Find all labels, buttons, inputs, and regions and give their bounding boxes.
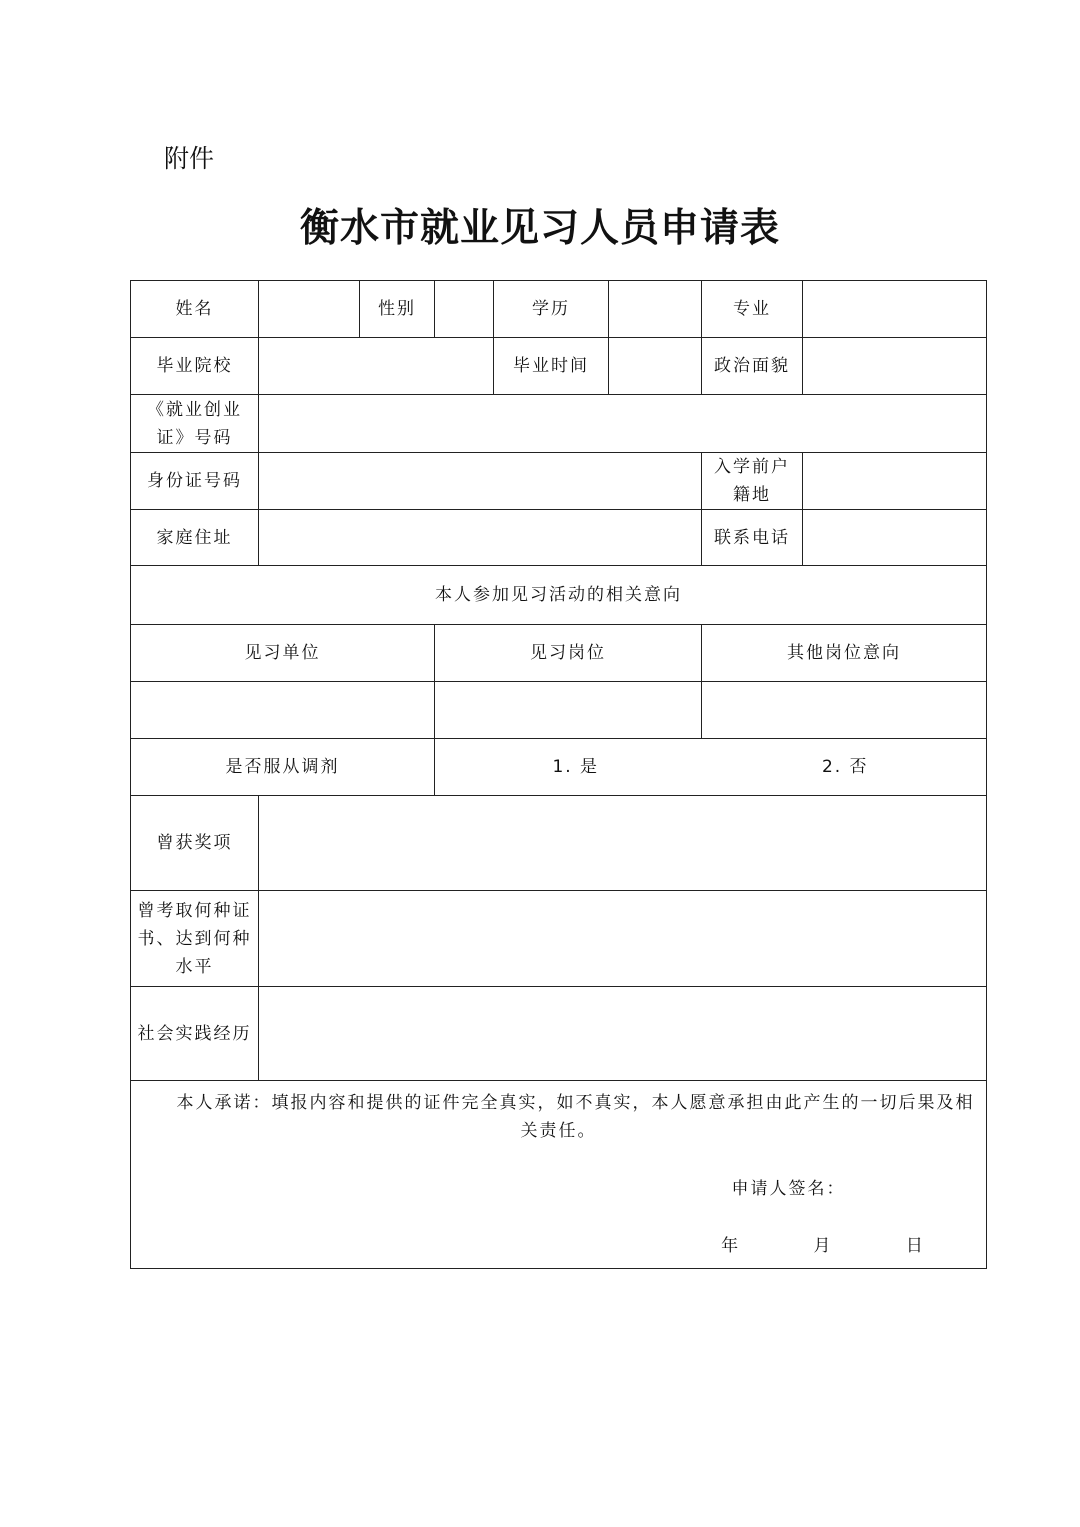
id-number-field[interactable] bbox=[259, 453, 702, 510]
hukou-field[interactable] bbox=[803, 453, 987, 510]
attachment-label: 附件 bbox=[164, 144, 215, 173]
employment-cert-field[interactable] bbox=[259, 395, 987, 453]
education-label: 学历 bbox=[494, 281, 609, 338]
row-id bbox=[131, 453, 987, 510]
practice-field[interactable] bbox=[259, 987, 987, 1081]
row-address bbox=[131, 510, 987, 566]
certificates-field[interactable] bbox=[259, 891, 987, 987]
name-label: 姓名 bbox=[131, 281, 259, 338]
row-intent-section bbox=[131, 566, 987, 625]
phone-label: 联系电话 bbox=[702, 510, 803, 566]
adjustment-options bbox=[435, 739, 987, 796]
internship-unit-header: 见习单位 bbox=[131, 625, 435, 682]
internship-post-header: 见习岗位 bbox=[435, 625, 702, 682]
gender-label: 性别 bbox=[360, 281, 435, 338]
row-practice bbox=[131, 987, 987, 1081]
adjustment-label: 是否服从调剂 bbox=[131, 739, 435, 796]
date-day: 日 bbox=[905, 1236, 925, 1256]
major-field[interactable] bbox=[803, 281, 987, 338]
awards-field[interactable] bbox=[259, 796, 987, 891]
phone-field[interactable] bbox=[803, 510, 987, 566]
application-form-table bbox=[130, 280, 987, 1269]
signature-line bbox=[597, 1175, 980, 1203]
pledge-text: 本人承诺：填报内容和提供的证件完全真实，如不真实，本人愿意承担由此产生的一切后果及相关责任。 bbox=[176, 1093, 975, 1141]
form-title: 衡水市就业见习人员申请表 bbox=[299, 206, 780, 251]
date-month: 月 bbox=[813, 1236, 833, 1256]
other-post-field[interactable] bbox=[702, 682, 987, 739]
row-employment-cert bbox=[131, 395, 987, 453]
awards-label: 曾获奖项 bbox=[131, 796, 259, 891]
school-label: 毕业院校 bbox=[131, 338, 259, 395]
grad-time-label: 毕业时间 bbox=[494, 338, 609, 395]
education-field[interactable] bbox=[609, 281, 702, 338]
row-awards bbox=[131, 796, 987, 891]
internship-post-field[interactable] bbox=[435, 682, 702, 739]
certificates-label: 曾考取何种证书、达到何种水平 bbox=[131, 891, 259, 987]
row-certificates bbox=[131, 891, 987, 987]
address-label: 家庭住址 bbox=[131, 510, 259, 566]
id-number-label: 身份证号码 bbox=[131, 453, 259, 510]
pledge-cell bbox=[131, 1081, 987, 1269]
other-post-header: 其他岗位意向 bbox=[702, 625, 987, 682]
adjust-option-yes[interactable]: 1. 是 bbox=[552, 757, 600, 777]
gender-field[interactable] bbox=[435, 281, 494, 338]
signature-label: 申请人签名： bbox=[731, 1179, 846, 1199]
political-status-label: 政治面貌 bbox=[702, 338, 803, 395]
practice-label: 社会实践经历 bbox=[131, 987, 259, 1081]
grad-time-field[interactable] bbox=[609, 338, 702, 395]
row-basic-info bbox=[131, 281, 987, 338]
name-field[interactable] bbox=[259, 281, 360, 338]
row-adjustment bbox=[131, 739, 987, 796]
row-intent-headers bbox=[131, 625, 987, 682]
school-field[interactable] bbox=[259, 338, 494, 395]
row-intent-values bbox=[131, 682, 987, 739]
internship-unit-field[interactable] bbox=[131, 682, 435, 739]
adjust-option-no[interactable]: 2. 否 bbox=[821, 757, 869, 777]
employment-cert-label: 《就业创业证》号码 bbox=[131, 395, 259, 453]
intent-section-heading: 本人参加见习活动的相关意向 bbox=[131, 566, 987, 625]
major-label: 专业 bbox=[702, 281, 803, 338]
row-school bbox=[131, 338, 987, 395]
date-year: 年 bbox=[721, 1236, 741, 1256]
date-line bbox=[702, 1232, 980, 1260]
political-status-field[interactable] bbox=[803, 338, 987, 395]
address-field[interactable] bbox=[259, 510, 702, 566]
hukou-label: 入学前户籍地 bbox=[702, 453, 803, 510]
row-pledge bbox=[131, 1081, 987, 1269]
